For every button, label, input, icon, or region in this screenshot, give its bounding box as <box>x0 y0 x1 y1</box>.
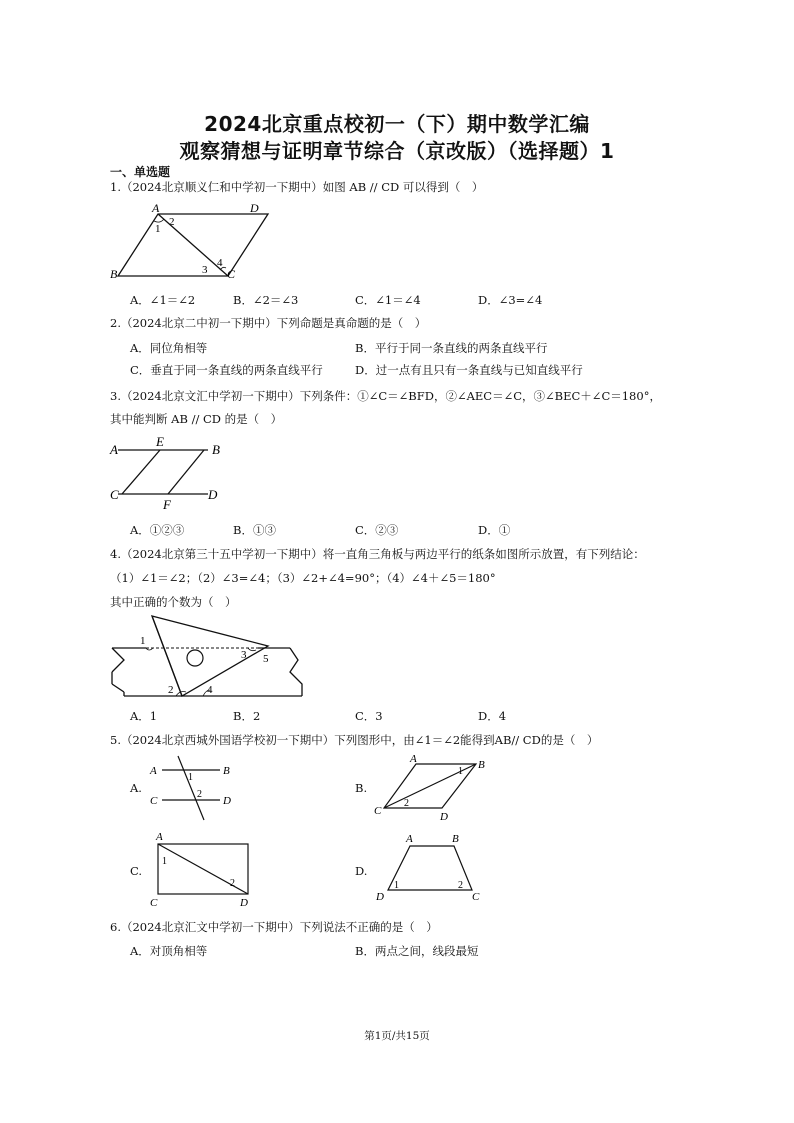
q5c-label-D: D <box>240 897 248 909</box>
page-title: 2024北京重点校初一（下）期中数学汇编 <box>204 112 590 136</box>
q5c-label-A: A <box>156 831 163 843</box>
q5-figure-b <box>372 752 492 822</box>
question-3-stem: 3.（2024北京文汇中学初一下期中）下列条件：①∠C＝∠BFD，②∠AEC＝∠C，③∠BEC＋∠C＝180°， <box>110 389 661 403</box>
q3-label-A: A <box>110 442 118 457</box>
q1-option-d: D．∠3=∠4 <box>478 293 543 307</box>
q5b-label-A: A <box>410 753 417 765</box>
q4-angle-5: 5 <box>263 653 269 665</box>
q5-option-a-letter: A. <box>130 781 142 795</box>
question-4-figure <box>108 612 308 702</box>
q1-angle-4: 4 <box>217 257 223 269</box>
q1-option-b: B．∠2＝∠3 <box>233 293 299 307</box>
q4-option-d: D．4 <box>478 709 507 723</box>
q6-option-a: A．对顶角相等 <box>130 944 208 958</box>
question-2-stem: 2.（2024北京二中初一下期中）下列命题是真命题的是（ ） <box>110 316 427 330</box>
q3-option-c: C．②③ <box>355 523 399 537</box>
q5-figure-c <box>146 828 256 910</box>
q5b-label-C: C <box>374 805 382 817</box>
q5-option-c-letter: C. <box>130 864 143 878</box>
q4-angle-2: 2 <box>168 684 174 696</box>
q3-option-b: B．①③ <box>233 523 276 537</box>
q5b-label-D: D <box>440 811 448 822</box>
q1-angle-2: 2 <box>169 216 175 228</box>
q5d-label-D: D <box>376 891 384 903</box>
question-4-stem: 4.（2024北京第三十五中学初一下期中）将一直角三角板与两边平行的纸条如图所示放置，有下列结论： <box>110 547 645 561</box>
q1-label-D: D <box>250 201 259 215</box>
q3-label-B: B <box>212 442 220 457</box>
q3-label-E: E <box>156 434 164 449</box>
q4-option-c: C．3 <box>355 709 383 723</box>
q5d-angle-1: 1 <box>394 880 399 891</box>
q5a-angle-1: 1 <box>188 772 193 783</box>
q3-option-a: A．①②③ <box>130 523 185 537</box>
section-heading: 一、单选题 <box>110 165 171 179</box>
q2-option-d: D．过一点有且只有一条直线与已知直线平行 <box>355 363 583 377</box>
question-4-stem-line3: 其中正确的个数为（ ） <box>110 595 237 609</box>
q5d-label-A: A <box>406 833 413 845</box>
question-4-conclusions: （1）∠1＝∠2；（2）∠3=∠4；（3）∠2+∠4=90°；（4）∠4＋∠5＝180° <box>110 571 496 585</box>
q3-label-C: C <box>110 487 119 502</box>
q1-label-A: A <box>152 201 160 215</box>
question-5-stem: 5.（2024北京西城外国语学校初一下期中）下列图形中，由∠1＝∠2能得到AB// CD的是（ ） <box>110 733 599 747</box>
q5a-label-C: C <box>150 795 158 807</box>
q4-angle-4: 4 <box>207 684 213 696</box>
q5d-angle-2: 2 <box>458 880 463 891</box>
q5a-angle-2: 2 <box>197 789 202 800</box>
q4-option-b: B．2 <box>233 709 261 723</box>
q5-option-d-letter: D. <box>355 864 368 878</box>
q5b-angle-1: 1 <box>458 766 463 777</box>
q5b-label-B: B <box>478 759 485 771</box>
q4-option-a: A．1 <box>130 709 158 723</box>
q5c-angle-2: 2 <box>230 878 235 889</box>
q3-label-F: F <box>163 497 171 512</box>
q5-figure-d <box>372 830 492 910</box>
q1-angle-1: 1 <box>155 223 161 235</box>
q4-angle-1: 1 <box>140 635 146 647</box>
q1-option-c: C．∠1＝∠4 <box>355 293 421 307</box>
q5a-label-D: D <box>223 795 231 807</box>
q5c-angle-1: 1 <box>162 856 167 867</box>
q1-option-a: A．∠1＝∠2 <box>130 293 196 307</box>
q3-label-D: D <box>208 487 218 502</box>
question-6-stem: 6.（2024北京汇文中学初一下期中）下列说法不正确的是（ ） <box>110 920 438 934</box>
q2-option-a: A．同位角相等 <box>130 341 208 355</box>
q5c-label-C: C <box>150 897 158 909</box>
q6-option-b: B．两点之间，线段最短 <box>355 944 479 958</box>
q5-option-b-letter: B. <box>355 781 368 795</box>
q2-option-c: C．垂直于同一条直线的两条直线平行 <box>130 363 323 377</box>
q5a-label-B: B <box>223 765 230 777</box>
question-3-figure <box>108 432 228 512</box>
question-1-stem: 1.（2024北京顺义仁和中学初一下期中）如图 AB // CD 可以得到（ ） <box>110 180 484 194</box>
q3-option-d: D．① <box>478 523 511 537</box>
question-1-figure <box>108 198 288 284</box>
q5b-angle-2: 2 <box>404 798 409 809</box>
q5a-label-A: A <box>150 765 157 777</box>
q5d-label-C: C <box>472 891 480 903</box>
page-subtitle: 观察猜想与证明章节综合（京改版）（选择题）1 <box>179 139 615 163</box>
q5-figure-a <box>146 754 236 824</box>
q5d-label-B: B <box>452 833 459 845</box>
q1-label-B: B <box>110 267 118 281</box>
question-3-stem-line2: 其中能判断 AB // CD 的是（ ） <box>110 412 283 426</box>
page-footer: 第1页/共15页 <box>364 1030 430 1042</box>
q1-angle-3: 3 <box>202 264 208 276</box>
q1-label-C: C <box>227 267 236 281</box>
q4-angle-3: 3 <box>241 649 247 661</box>
q2-option-b: B．平行于同一条直线的两条直线平行 <box>355 341 548 355</box>
